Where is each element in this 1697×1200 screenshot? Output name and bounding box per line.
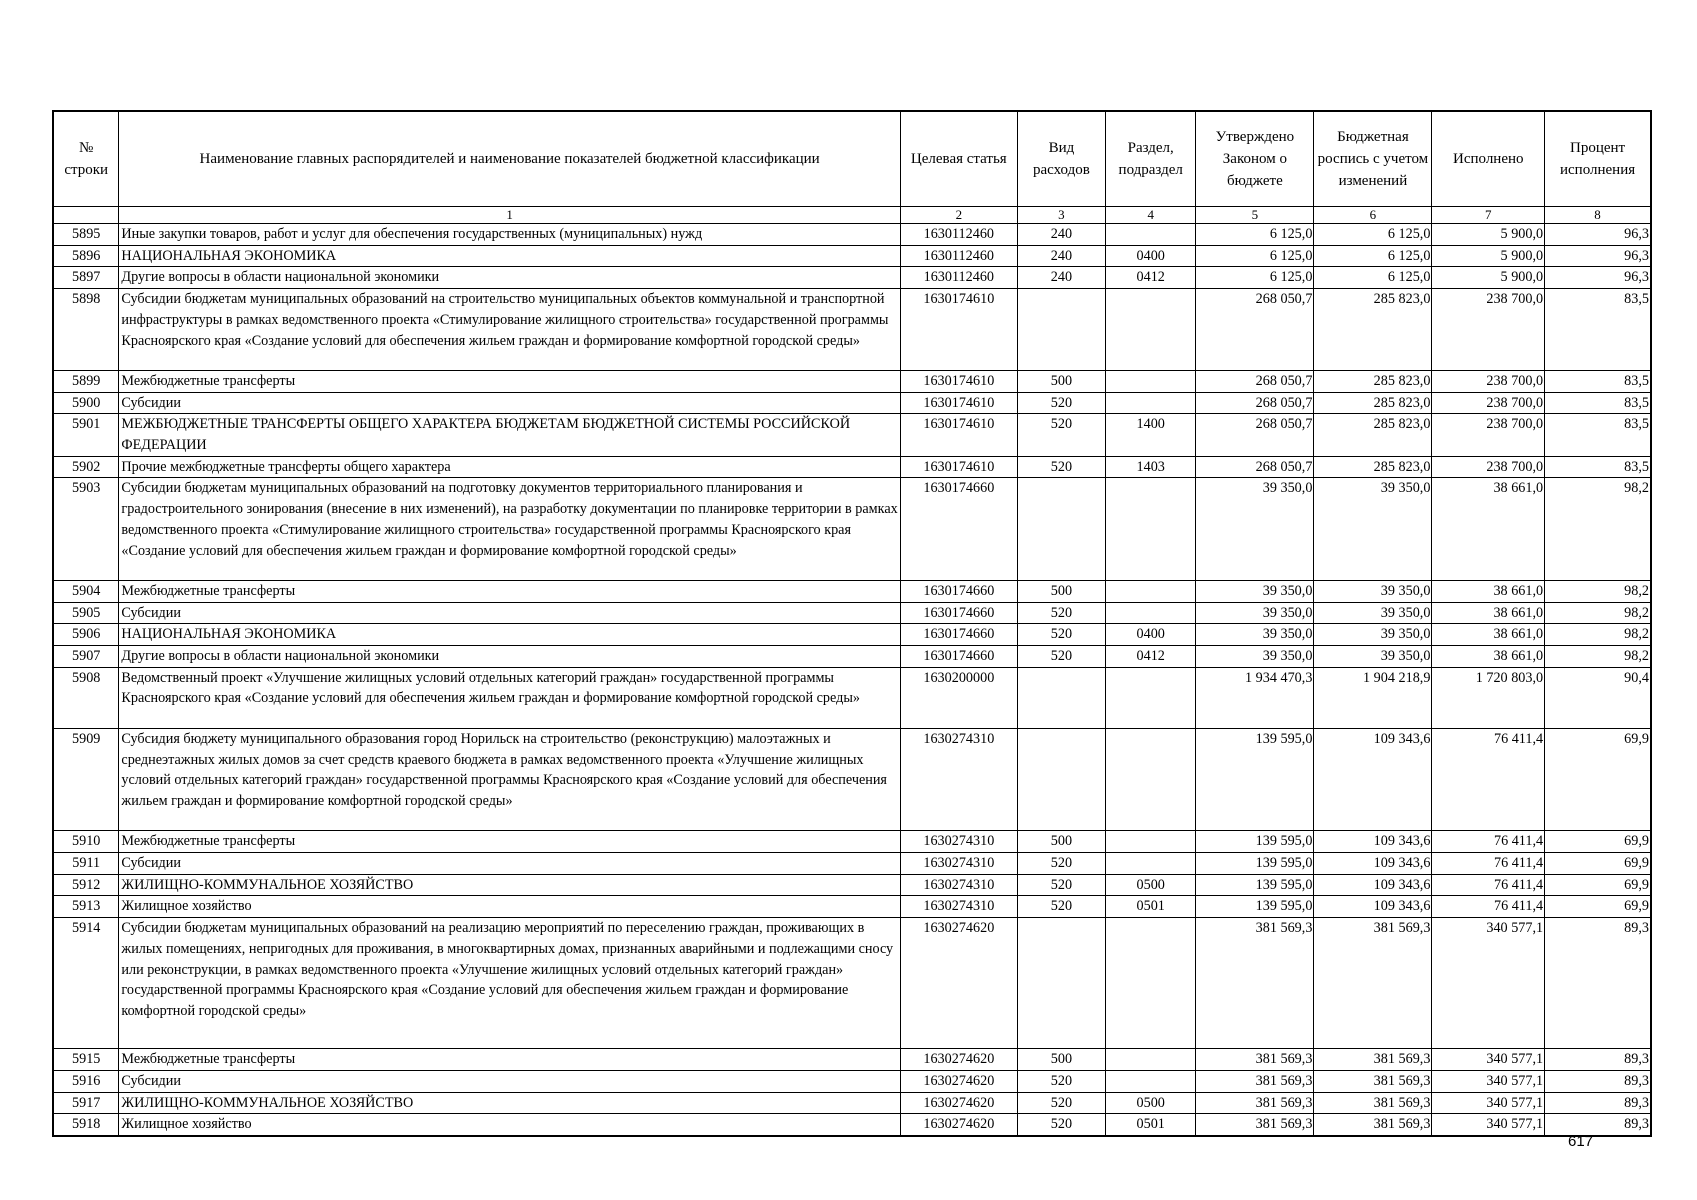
column-number: 3	[1017, 207, 1105, 224]
row-name: Жилищное хозяйство	[119, 896, 900, 918]
budget-plan-amount: 285 823,0	[1314, 456, 1432, 478]
row-name: Субсидии бюджетам муниципальных образований на строительство муниципальных объектов коммунальной и транспортной инфраструктуры в рамках ведомственного проекта «Стимулирование жилищного строительства» государственной программы Красноярского края «Создание условий для обеспечения жильем граждан и формирование комфортной городской среды»	[119, 289, 900, 371]
target-article: 1630174660	[900, 580, 1017, 602]
column-number: 8	[1545, 207, 1651, 224]
column-number-row	[53, 207, 1651, 224]
execution-percent: 83,5	[1545, 370, 1651, 392]
row-name: Субсидии	[119, 392, 900, 414]
target-article: 1630174610	[900, 456, 1017, 478]
budget-plan-amount: 381 569,3	[1314, 918, 1432, 1049]
budget-plan-amount: 381 569,3	[1314, 1049, 1432, 1071]
execution-percent: 98,2	[1545, 602, 1651, 624]
row-name: НАЦИОНАЛЬНАЯ ЭКОНОМИКА	[119, 245, 900, 267]
row-number: 5909	[53, 728, 119, 831]
row-name: ЖИЛИЩНО-КОММУНАЛЬНОЕ ХОЗЯЙСТВО	[119, 1092, 900, 1114]
row-number: 5899	[53, 370, 119, 392]
approved-amount: 381 569,3	[1196, 1114, 1314, 1136]
target-article: 1630174660	[900, 478, 1017, 581]
target-article: 1630174660	[900, 646, 1017, 668]
budget-plan-amount: 6 125,0	[1314, 224, 1432, 246]
executed-amount: 238 700,0	[1432, 456, 1545, 478]
executed-amount: 238 700,0	[1432, 370, 1545, 392]
row-name: Межбюджетные трансферты	[119, 831, 900, 853]
execution-percent: 89,3	[1545, 1071, 1651, 1093]
column-number: 5	[1196, 207, 1314, 224]
table-row	[53, 392, 1651, 414]
target-article: 1630274310	[900, 728, 1017, 831]
row-number: 5917	[53, 1092, 119, 1114]
row-number: 5903	[53, 478, 119, 581]
expense-type: 500	[1017, 1049, 1105, 1071]
expense-type: 520	[1017, 602, 1105, 624]
header-target-article: Целевая статья	[900, 111, 1017, 207]
executed-amount: 38 661,0	[1432, 602, 1545, 624]
row-number: 5906	[53, 624, 119, 646]
header-percent: Процент исполнения	[1545, 111, 1651, 207]
section-code	[1106, 602, 1196, 624]
table-row	[53, 245, 1651, 267]
table-row	[53, 896, 1651, 918]
row-name: Другие вопросы в области национальной экономики	[119, 646, 900, 668]
row-name: Субсидия бюджету муниципального образования город Норильск на строительство (реконструкцию) малоэтажных и среднеэтажных жилых домов за счет средств краевого бюджета в рамках ведомственного проекта «Улучшение жилищных условий отдельных категорий граждан» государственной программы Красноярского края «Создание условий для обеспечения жильем граждан и формирование комфортной городской среды»	[119, 728, 900, 831]
execution-percent: 69,9	[1545, 874, 1651, 896]
execution-percent: 89,3	[1545, 1092, 1651, 1114]
table-row	[53, 1049, 1651, 1071]
expense-type: 520	[1017, 392, 1105, 414]
expense-type: 500	[1017, 831, 1105, 853]
target-article: 1630274310	[900, 896, 1017, 918]
section-code	[1106, 1049, 1196, 1071]
executed-amount: 76 411,4	[1432, 896, 1545, 918]
row-name: Межбюджетные трансферты	[119, 580, 900, 602]
approved-amount: 139 595,0	[1196, 831, 1314, 853]
section-code	[1106, 580, 1196, 602]
table-row	[53, 646, 1651, 668]
row-name: Субсидии	[119, 853, 900, 875]
table-row	[53, 478, 1651, 581]
row-number: 5898	[53, 289, 119, 371]
expense-type: 520	[1017, 1092, 1105, 1114]
section-code: 0500	[1106, 874, 1196, 896]
row-number: 5900	[53, 392, 119, 414]
column-number	[53, 207, 119, 224]
budget-plan-amount: 109 343,6	[1314, 853, 1432, 875]
approved-amount: 39 350,0	[1196, 478, 1314, 581]
executed-amount: 238 700,0	[1432, 289, 1545, 371]
expense-type: 520	[1017, 874, 1105, 896]
budget-plan-amount: 285 823,0	[1314, 414, 1432, 456]
execution-percent: 90,4	[1545, 667, 1651, 728]
header-row-number: № строки	[53, 111, 119, 207]
row-number: 5908	[53, 667, 119, 728]
target-article: 1630274310	[900, 874, 1017, 896]
row-name: Межбюджетные трансферты	[119, 1049, 900, 1071]
section-code: 0500	[1106, 1092, 1196, 1114]
row-name: НАЦИОНАЛЬНАЯ ЭКОНОМИКА	[119, 624, 900, 646]
expense-type	[1017, 918, 1105, 1049]
table-row	[53, 667, 1651, 728]
target-article: 1630274620	[900, 1092, 1017, 1114]
execution-percent: 98,2	[1545, 624, 1651, 646]
expense-type: 520	[1017, 624, 1105, 646]
row-name: Прочие межбюджетные трансферты общего характера	[119, 456, 900, 478]
expense-type: 240	[1017, 267, 1105, 289]
section-code	[1106, 370, 1196, 392]
executed-amount: 76 411,4	[1432, 874, 1545, 896]
approved-amount: 139 595,0	[1196, 853, 1314, 875]
approved-amount: 39 350,0	[1196, 602, 1314, 624]
expense-type: 520	[1017, 1071, 1105, 1093]
row-number: 5918	[53, 1114, 119, 1136]
target-article: 1630174610	[900, 289, 1017, 371]
row-name: Другие вопросы в области национальной экономики	[119, 267, 900, 289]
execution-percent: 69,9	[1545, 896, 1651, 918]
expense-type	[1017, 728, 1105, 831]
table-row	[53, 874, 1651, 896]
executed-amount: 5 900,0	[1432, 224, 1545, 246]
target-article: 1630174610	[900, 370, 1017, 392]
target-article: 1630274620	[900, 1071, 1017, 1093]
budget-plan-amount: 39 350,0	[1314, 624, 1432, 646]
budget-plan-amount: 109 343,6	[1314, 831, 1432, 853]
row-number: 5914	[53, 918, 119, 1049]
budget-plan-amount: 39 350,0	[1314, 478, 1432, 581]
table-row	[53, 1114, 1651, 1136]
target-article: 1630274620	[900, 918, 1017, 1049]
row-name: Межбюджетные трансферты	[119, 370, 900, 392]
row-number: 5897	[53, 267, 119, 289]
approved-amount: 268 050,7	[1196, 456, 1314, 478]
approved-amount: 268 050,7	[1196, 289, 1314, 371]
target-article: 1630112460	[900, 245, 1017, 267]
budget-plan-amount: 1 904 218,9	[1314, 667, 1432, 728]
approved-amount: 381 569,3	[1196, 918, 1314, 1049]
expense-type: 500	[1017, 580, 1105, 602]
section-code: 0400	[1106, 624, 1196, 646]
row-number: 5912	[53, 874, 119, 896]
execution-percent: 98,2	[1545, 646, 1651, 668]
execution-percent: 89,3	[1545, 1114, 1651, 1136]
target-article: 1630274620	[900, 1049, 1017, 1071]
target-article: 1630274310	[900, 831, 1017, 853]
expense-type: 520	[1017, 646, 1105, 668]
execution-percent: 96,3	[1545, 245, 1651, 267]
expense-type: 500	[1017, 370, 1105, 392]
budget-plan-amount: 285 823,0	[1314, 392, 1432, 414]
page-number: 617	[1568, 1133, 1594, 1150]
approved-amount: 381 569,3	[1196, 1071, 1314, 1093]
row-name: Ведомственный проект «Улучшение жилищных условий отдельных категорий граждан» государственной программы Красноярского края «Создание условий для обеспечения жильем граждан и формирование комфортной городской среды»	[119, 667, 900, 728]
target-article: 1630112460	[900, 267, 1017, 289]
budget-plan-amount: 285 823,0	[1314, 289, 1432, 371]
target-article: 1630112460	[900, 224, 1017, 246]
executed-amount: 38 661,0	[1432, 478, 1545, 581]
header-expense-type: Вид расходов	[1017, 111, 1105, 207]
approved-amount: 39 350,0	[1196, 624, 1314, 646]
approved-amount: 6 125,0	[1196, 267, 1314, 289]
row-number: 5896	[53, 245, 119, 267]
row-number: 5910	[53, 831, 119, 853]
table-body	[53, 224, 1651, 1137]
row-number: 5907	[53, 646, 119, 668]
row-name: МЕЖБЮДЖЕТНЫЕ ТРАНСФЕРТЫ ОБЩЕГО ХАРАКТЕРА БЮДЖЕТАМ БЮДЖЕТНОЙ СИСТЕМЫ РОССИЙСКОЙ ФЕДЕРАЦИИ	[119, 414, 900, 456]
section-code: 0412	[1106, 267, 1196, 289]
expense-type: 240	[1017, 245, 1105, 267]
table-row	[53, 831, 1651, 853]
expense-type: 240	[1017, 224, 1105, 246]
executed-amount: 38 661,0	[1432, 646, 1545, 668]
executed-amount: 38 661,0	[1432, 580, 1545, 602]
section-code	[1106, 728, 1196, 831]
approved-amount: 139 595,0	[1196, 728, 1314, 831]
column-number: 1	[119, 207, 900, 224]
section-code	[1106, 224, 1196, 246]
executed-amount: 340 577,1	[1432, 1092, 1545, 1114]
executed-amount: 340 577,1	[1432, 1114, 1545, 1136]
approved-amount: 6 125,0	[1196, 224, 1314, 246]
execution-percent: 83,5	[1545, 456, 1651, 478]
executed-amount: 340 577,1	[1432, 1049, 1545, 1071]
budget-plan-amount: 109 343,6	[1314, 874, 1432, 896]
row-number: 5913	[53, 896, 119, 918]
table-row	[53, 853, 1651, 875]
execution-percent: 98,2	[1545, 478, 1651, 581]
column-number: 6	[1314, 207, 1432, 224]
expense-type: 520	[1017, 853, 1105, 875]
row-number: 5895	[53, 224, 119, 246]
expense-type	[1017, 289, 1105, 371]
approved-amount: 39 350,0	[1196, 580, 1314, 602]
row-name: Иные закупки товаров, работ и услуг для обеспечения государственных (муниципальных) нужд	[119, 224, 900, 246]
target-article: 1630174610	[900, 392, 1017, 414]
table-row	[53, 224, 1651, 246]
approved-amount: 268 050,7	[1196, 370, 1314, 392]
header-section: Раздел, подраздел	[1106, 111, 1196, 207]
executed-amount: 238 700,0	[1432, 392, 1545, 414]
budget-plan-amount: 6 125,0	[1314, 267, 1432, 289]
section-code	[1106, 289, 1196, 371]
execution-percent: 83,5	[1545, 289, 1651, 371]
table-row	[53, 456, 1651, 478]
budget-table	[52, 110, 1652, 1137]
execution-percent: 83,5	[1545, 392, 1651, 414]
table-row	[53, 414, 1651, 456]
row-number: 5905	[53, 602, 119, 624]
column-number: 7	[1432, 207, 1545, 224]
execution-percent: 69,9	[1545, 853, 1651, 875]
row-name: Субсидии бюджетам муниципальных образований на реализацию мероприятий по переселению граждан, проживающих в жилых помещениях, непригодных для проживания, в многоквартирных домах, признанных аварийными и подлежащими сносу или реконструкции, в рамках ведомственного проекта «Улучшение жилищных условий отдельных категорий граждан» государственной программы Красноярского края «Создание условий для обеспечения жильем граждан и формирование комфортной городской среды»	[119, 918, 900, 1049]
table-row	[53, 918, 1651, 1049]
budget-plan-amount: 39 350,0	[1314, 580, 1432, 602]
section-code	[1106, 831, 1196, 853]
header-executed: Исполнено	[1432, 111, 1545, 207]
row-name: ЖИЛИЩНО-КОММУНАЛЬНОЕ ХОЗЯЙСТВО	[119, 874, 900, 896]
execution-percent: 83,5	[1545, 414, 1651, 456]
approved-amount: 268 050,7	[1196, 414, 1314, 456]
table-row	[53, 728, 1651, 831]
budget-plan-amount: 381 569,3	[1314, 1071, 1432, 1093]
header-name: Наименование главных распорядителей и наименование показателей бюджетной классификации	[119, 111, 900, 207]
row-number: 5915	[53, 1049, 119, 1071]
column-number: 4	[1106, 207, 1196, 224]
row-name: Субсидии бюджетам муниципальных образований на подготовку документов территориального планирования и градостроительного зонирования (внесение в них изменений), на разработку документации по планировке территории в рамках ведомственного проекта «Стимулирование жилищного строительства» государственной программы Красноярского края «Создание условий для обеспечения жильем граждан и формирование комфортной городской среды»	[119, 478, 900, 581]
section-code: 0501	[1106, 896, 1196, 918]
expense-type: 520	[1017, 1114, 1105, 1136]
row-number: 5902	[53, 456, 119, 478]
row-name: Субсидии	[119, 1071, 900, 1093]
execution-percent: 98,2	[1545, 580, 1651, 602]
section-code	[1106, 918, 1196, 1049]
execution-percent: 69,9	[1545, 831, 1651, 853]
section-code	[1106, 478, 1196, 581]
expense-type: 520	[1017, 896, 1105, 918]
execution-percent: 96,3	[1545, 267, 1651, 289]
header-approved: Утверждено Законом о бюджете	[1196, 111, 1314, 207]
budget-plan-amount: 39 350,0	[1314, 602, 1432, 624]
expense-type: 520	[1017, 456, 1105, 478]
execution-percent: 96,3	[1545, 224, 1651, 246]
approved-amount: 1 934 470,3	[1196, 667, 1314, 728]
expense-type	[1017, 478, 1105, 581]
approved-amount: 381 569,3	[1196, 1049, 1314, 1071]
row-name: Субсидии	[119, 602, 900, 624]
column-number: 2	[900, 207, 1017, 224]
execution-percent: 89,3	[1545, 1049, 1651, 1071]
executed-amount: 76 411,4	[1432, 831, 1545, 853]
budget-plan-amount: 381 569,3	[1314, 1114, 1432, 1136]
executed-amount: 76 411,4	[1432, 853, 1545, 875]
expense-type	[1017, 667, 1105, 728]
executed-amount: 5 900,0	[1432, 267, 1545, 289]
table-row	[53, 267, 1651, 289]
section-code: 0400	[1106, 245, 1196, 267]
approved-amount: 139 595,0	[1196, 896, 1314, 918]
section-code	[1106, 853, 1196, 875]
row-number: 5911	[53, 853, 119, 875]
row-number: 5916	[53, 1071, 119, 1093]
executed-amount: 340 577,1	[1432, 918, 1545, 1049]
table-row	[53, 602, 1651, 624]
budget-plan-amount: 381 569,3	[1314, 1092, 1432, 1114]
header-row	[53, 111, 1651, 207]
approved-amount: 139 595,0	[1196, 874, 1314, 896]
table-row	[53, 580, 1651, 602]
budget-plan-amount: 109 343,6	[1314, 728, 1432, 831]
executed-amount: 76 411,4	[1432, 728, 1545, 831]
executed-amount: 38 661,0	[1432, 624, 1545, 646]
header-budget-plan: Бюджетная роспись с учетом изменений	[1314, 111, 1432, 207]
row-number: 5901	[53, 414, 119, 456]
executed-amount: 340 577,1	[1432, 1071, 1545, 1093]
execution-percent: 69,9	[1545, 728, 1651, 831]
table-row	[53, 370, 1651, 392]
section-code: 0501	[1106, 1114, 1196, 1136]
table-row	[53, 1071, 1651, 1093]
budget-plan-amount: 285 823,0	[1314, 370, 1432, 392]
budget-plan-amount: 109 343,6	[1314, 896, 1432, 918]
table-row	[53, 1092, 1651, 1114]
executed-amount: 1 720 803,0	[1432, 667, 1545, 728]
target-article: 1630200000	[900, 667, 1017, 728]
target-article: 1630174610	[900, 414, 1017, 456]
section-code	[1106, 1071, 1196, 1093]
budget-plan-amount: 39 350,0	[1314, 646, 1432, 668]
table-row	[53, 289, 1651, 371]
section-code: 0412	[1106, 646, 1196, 668]
section-code	[1106, 392, 1196, 414]
budget-plan-amount: 6 125,0	[1314, 245, 1432, 267]
target-article: 1630174660	[900, 624, 1017, 646]
execution-percent: 89,3	[1545, 918, 1651, 1049]
target-article: 1630274620	[900, 1114, 1017, 1136]
executed-amount: 5 900,0	[1432, 245, 1545, 267]
expense-type: 520	[1017, 414, 1105, 456]
approved-amount: 268 050,7	[1196, 392, 1314, 414]
approved-amount: 381 569,3	[1196, 1092, 1314, 1114]
approved-amount: 39 350,0	[1196, 646, 1314, 668]
row-name: Жилищное хозяйство	[119, 1114, 900, 1136]
target-article: 1630174660	[900, 602, 1017, 624]
section-code: 1400	[1106, 414, 1196, 456]
target-article: 1630274310	[900, 853, 1017, 875]
table-row	[53, 624, 1651, 646]
executed-amount: 238 700,0	[1432, 414, 1545, 456]
section-code: 1403	[1106, 456, 1196, 478]
row-number: 5904	[53, 580, 119, 602]
section-code	[1106, 667, 1196, 728]
approved-amount: 6 125,0	[1196, 245, 1314, 267]
